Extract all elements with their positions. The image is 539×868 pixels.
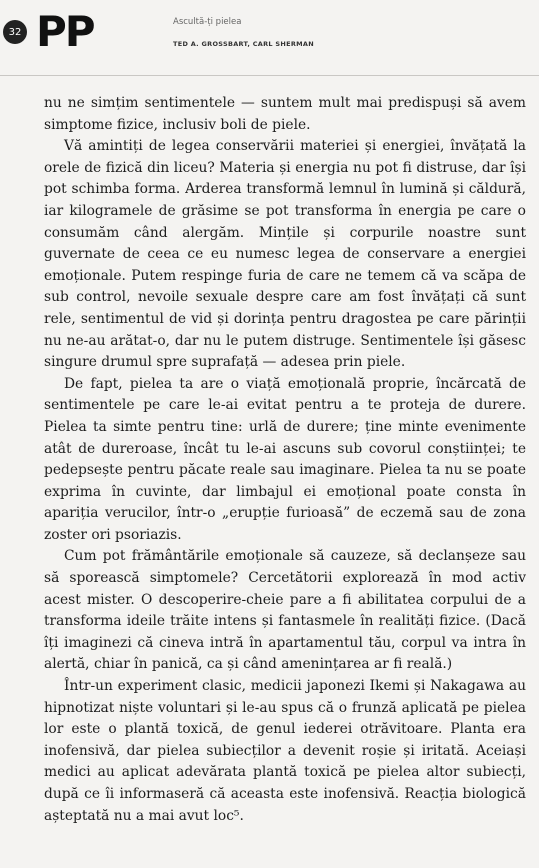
book-authors: TED A. GROSSBART, CARL SHERMAN	[173, 40, 315, 48]
paragraph: nu ne simțim sentimentele — suntem mult mai predispuși să avem simptome fizice, inclusiv boli de piele.	[44, 95, 526, 133]
paragraph: Într-un experiment clasic, medicii japonezi Ikemi și Nakagawa au hipnotizat niște voluntari și le-au spus că o frunză aplicată pe pielea lor este o plantă toxică, de genul iederei otrăvitoare. Planta era inofensivă, dar pielea subiecților a devenit roșie și iritată. Aceiași medici au aplicat adevărata plantă toxică pe pielea altor subiecți, după ce îi informaseră că aceasta este inofensivă. Reacția biologică așteptată nu a mai avut loc⁵.	[44, 678, 526, 824]
page-body	[44, 93, 526, 827]
book-title: Ascultă-ți pielea	[173, 17, 242, 27]
page-number: 32	[3, 20, 27, 44]
publisher-logo: PP	[36, 7, 94, 56]
page-header	[0, 0, 539, 80]
header-divider	[0, 75, 539, 76]
paragraph: Cum pot frământările emoționale să cauzeze, să declanșeze sau să sporească simptomele? Cercetătorii explorează în mod activ acest mister. O descoperire-cheie pare a fi abilitatea corpului de a transforma ideile trăite intens și fantasmele în realități fizice. (Dacă îți imaginezi că cineva intră în apartamentul tău, corpul va intra în alertă, chiar în panică, ca și când amenințarea ar fi reală.)	[44, 548, 526, 673]
paragraph: De fapt, pielea ta are o viață emoțională proprie, încărcată de sentimentele pe care le-ai evitat pentru a te proteja de durere. Pielea ta simte pentru tine: urlă de durere; ține minte evenimente atât de dureroase, încât tu le-ai ascuns sub covorul conștiinței; te pedepsește pentru păcate reale sau imaginare. Pielea ta nu se poate exprima în cuvinte, dar limbajul ei emoțional poate consta în apariția verucilor, într-o „erupție furioasă” de eczemă sau de zona zoster ori psoriazis.	[44, 375, 526, 543]
paragraph: Vă amintiți de legea conservării materiei și energiei, învățată la orele de fizică din liceu? Materia și energia nu pot fi distruse, dar își pot schimba forma. Arderea transformă lemnul în lumină și căldură, iar kilogramele de grăsime se pot transforma în energia pe care o consumăm când alergăm. Mințile și corpurile noastre sunt guvernate de ceea ce eu numesc legea de conservare a energiei emoționale. Putem respinge furia de care ne temem că va scăpa de sub control, nevoile sexuale despre care am fost învățați că sunt rele, sentimentul de vid și dorința pentru dragostea pe care părinții nu ne-au arătat-o, dar nu le putem distruge. Sentimentele își găsesc singure drumul spre suprafață — adesea prin piele.	[44, 138, 526, 371]
